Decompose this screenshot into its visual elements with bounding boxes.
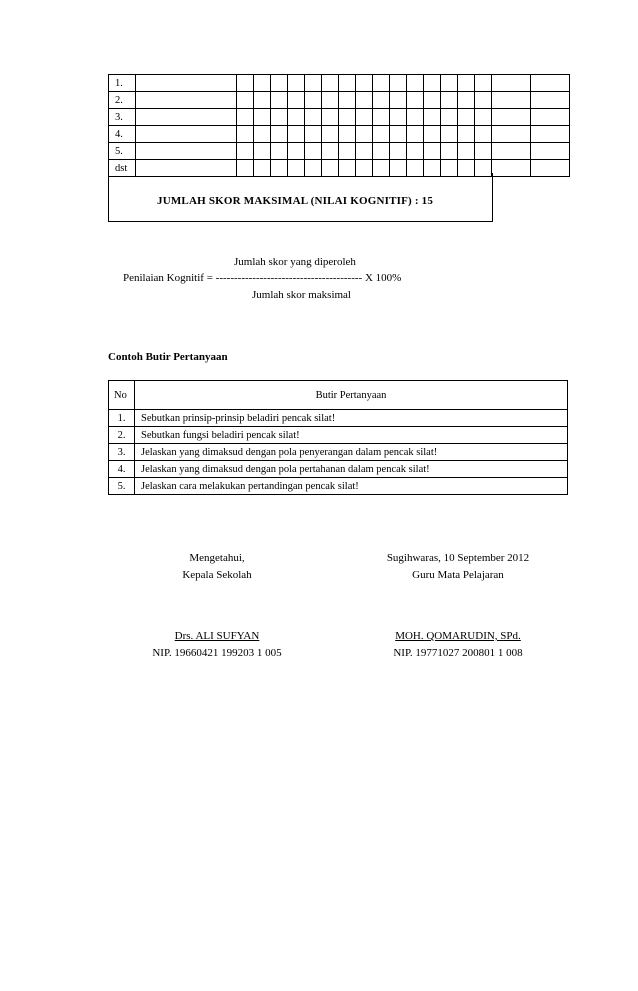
score-cell bbox=[475, 143, 492, 160]
score-cell bbox=[253, 143, 270, 160]
score-cell bbox=[321, 75, 338, 92]
question-number: 1. bbox=[109, 410, 135, 427]
score-cell bbox=[321, 126, 338, 143]
score-cell bbox=[475, 75, 492, 92]
score-cell bbox=[441, 143, 458, 160]
section-title: Contoh Butir Pertanyaan bbox=[108, 351, 228, 363]
question-number: 4. bbox=[109, 461, 135, 478]
score-cell bbox=[458, 109, 475, 126]
score-row bbox=[109, 92, 570, 109]
score-cell bbox=[236, 92, 253, 109]
score-cell bbox=[458, 126, 475, 143]
score-cell bbox=[458, 143, 475, 160]
score-cell bbox=[475, 109, 492, 126]
score-cell bbox=[492, 126, 530, 143]
sig-right-nip: NIP. 19771027 200801 1 008 bbox=[393, 647, 523, 659]
sig-left-line1: Mengetahui, bbox=[189, 552, 245, 564]
score-cell bbox=[492, 160, 530, 177]
score-cell bbox=[424, 92, 441, 109]
score-cell bbox=[136, 75, 236, 92]
score-cell bbox=[355, 75, 372, 92]
score-cell bbox=[407, 143, 424, 160]
score-cell bbox=[441, 126, 458, 143]
header-item: Butir Pertanyaan bbox=[135, 381, 568, 410]
score-cell bbox=[458, 75, 475, 92]
score-cell bbox=[270, 126, 287, 143]
score-cell bbox=[441, 92, 458, 109]
score-cell bbox=[355, 143, 372, 160]
score-cell bbox=[253, 126, 270, 143]
score-cell bbox=[355, 92, 372, 109]
question-row bbox=[109, 427, 568, 444]
score-cell bbox=[530, 75, 569, 92]
score-cell bbox=[136, 92, 236, 109]
max-score-label: JUMLAH SKOR MAKSIMAL (NILAI KOGNITIF) : 15 bbox=[157, 195, 434, 207]
score-cell bbox=[253, 92, 270, 109]
score-cell bbox=[304, 92, 321, 109]
question-number: 5. bbox=[109, 478, 135, 495]
score-cell bbox=[373, 75, 390, 92]
score-cell bbox=[390, 126, 407, 143]
score-cell bbox=[492, 75, 530, 92]
score-cell bbox=[530, 109, 569, 126]
score-cell bbox=[441, 75, 458, 92]
score-cell bbox=[492, 109, 530, 126]
score-cell bbox=[424, 126, 441, 143]
score-cell bbox=[407, 92, 424, 109]
score-cell bbox=[236, 126, 253, 143]
score-cell bbox=[441, 109, 458, 126]
score-cell bbox=[338, 75, 355, 92]
score-cell bbox=[287, 92, 304, 109]
score-row-number: 4. bbox=[109, 126, 136, 143]
question-row bbox=[109, 478, 568, 495]
score-cell bbox=[287, 109, 304, 126]
score-row bbox=[109, 75, 570, 92]
score-cell bbox=[458, 92, 475, 109]
score-cell bbox=[373, 92, 390, 109]
score-cell bbox=[530, 126, 569, 143]
score-cell bbox=[136, 126, 236, 143]
score-cell bbox=[424, 75, 441, 92]
score-cell bbox=[390, 143, 407, 160]
question-text: Jelaskan cara melakukan pertandingan pencak silat! bbox=[135, 478, 568, 495]
question-text: Jelaskan yang dimaksud dengan pola pertahanan dalam pencak silat! bbox=[135, 461, 568, 478]
score-cell bbox=[136, 143, 236, 160]
score-cell bbox=[304, 109, 321, 126]
score-cell bbox=[321, 143, 338, 160]
score-cell bbox=[338, 92, 355, 109]
score-row-number: 3. bbox=[109, 109, 136, 126]
formula-line bbox=[123, 272, 401, 284]
score-cell bbox=[424, 143, 441, 160]
question-row bbox=[109, 461, 568, 478]
score-cell bbox=[475, 126, 492, 143]
formula-denominator: Jumlah skor maksimal bbox=[252, 289, 351, 301]
score-cell bbox=[530, 160, 569, 177]
sig-right-line1: Sugihwaras, 10 September 2012 bbox=[386, 552, 530, 564]
score-row bbox=[109, 109, 570, 126]
score-table bbox=[108, 74, 570, 177]
score-cell bbox=[338, 109, 355, 126]
score-cell bbox=[321, 109, 338, 126]
sig-right-line2: Guru Mata Pelajaran bbox=[412, 569, 504, 581]
score-row bbox=[109, 143, 570, 160]
score-cell bbox=[253, 75, 270, 92]
score-cell bbox=[304, 75, 321, 92]
question-table bbox=[108, 380, 568, 495]
score-cell bbox=[407, 75, 424, 92]
formula-label: Penilaian Kognitif = bbox=[123, 272, 216, 284]
score-row-number: 2. bbox=[109, 92, 136, 109]
question-text: Sebutkan fungsi beladiri pencak silat! bbox=[135, 427, 568, 444]
score-cell bbox=[530, 143, 569, 160]
score-cell bbox=[270, 75, 287, 92]
score-cell bbox=[236, 143, 253, 160]
score-cell bbox=[355, 126, 372, 143]
formula-dashes: ---------------------------------------- bbox=[215, 272, 363, 284]
sig-left-name: Drs. ALI SUFYAN bbox=[174, 630, 260, 642]
score-row-number: 1. bbox=[109, 75, 136, 92]
score-cell bbox=[236, 109, 253, 126]
score-cell bbox=[492, 143, 530, 160]
score-cell bbox=[287, 143, 304, 160]
formula-numerator: Jumlah skor yang diperoleh bbox=[234, 256, 356, 268]
question-text: Jelaskan yang dimaksud dengan pola penyerangan dalam pencak silat! bbox=[135, 444, 568, 461]
score-cell bbox=[390, 92, 407, 109]
score-cell bbox=[338, 126, 355, 143]
score-cell bbox=[355, 109, 372, 126]
score-cell bbox=[253, 109, 270, 126]
question-header-row bbox=[109, 381, 568, 410]
sig-left-nip: NIP. 19660421 199203 1 005 bbox=[152, 647, 282, 659]
score-cell bbox=[270, 143, 287, 160]
score-cell bbox=[236, 75, 253, 92]
score-cell bbox=[373, 126, 390, 143]
sig-right-name: MOH. QOMARUDIN, SPd. bbox=[395, 630, 521, 642]
question-number: 2. bbox=[109, 427, 135, 444]
score-cell bbox=[530, 92, 569, 109]
score-cell bbox=[373, 109, 390, 126]
question-row bbox=[109, 444, 568, 461]
score-cell bbox=[136, 109, 236, 126]
score-cell bbox=[407, 109, 424, 126]
score-cell bbox=[304, 143, 321, 160]
score-cell bbox=[287, 126, 304, 143]
header-no: No bbox=[109, 381, 135, 410]
score-cell bbox=[304, 126, 321, 143]
score-row-number: dst bbox=[109, 160, 136, 177]
question-number: 3. bbox=[109, 444, 135, 461]
score-cell bbox=[407, 126, 424, 143]
score-cell bbox=[287, 75, 304, 92]
score-cell bbox=[390, 75, 407, 92]
score-row bbox=[109, 126, 570, 143]
score-cell bbox=[270, 109, 287, 126]
score-cell bbox=[492, 92, 530, 109]
score-cell bbox=[424, 109, 441, 126]
score-cell bbox=[475, 92, 492, 109]
score-cell bbox=[373, 143, 390, 160]
score-cell bbox=[338, 143, 355, 160]
formula-multiplier: X 100% bbox=[362, 272, 402, 284]
score-row-number: 5. bbox=[109, 143, 136, 160]
sig-left-line2: Kepala Sekolah bbox=[182, 569, 252, 581]
score-cell bbox=[321, 92, 338, 109]
question-text: Sebutkan prinsip-prinsip beladiri pencak silat! bbox=[135, 410, 568, 427]
question-row bbox=[109, 410, 568, 427]
score-cell bbox=[390, 109, 407, 126]
score-cell bbox=[270, 92, 287, 109]
